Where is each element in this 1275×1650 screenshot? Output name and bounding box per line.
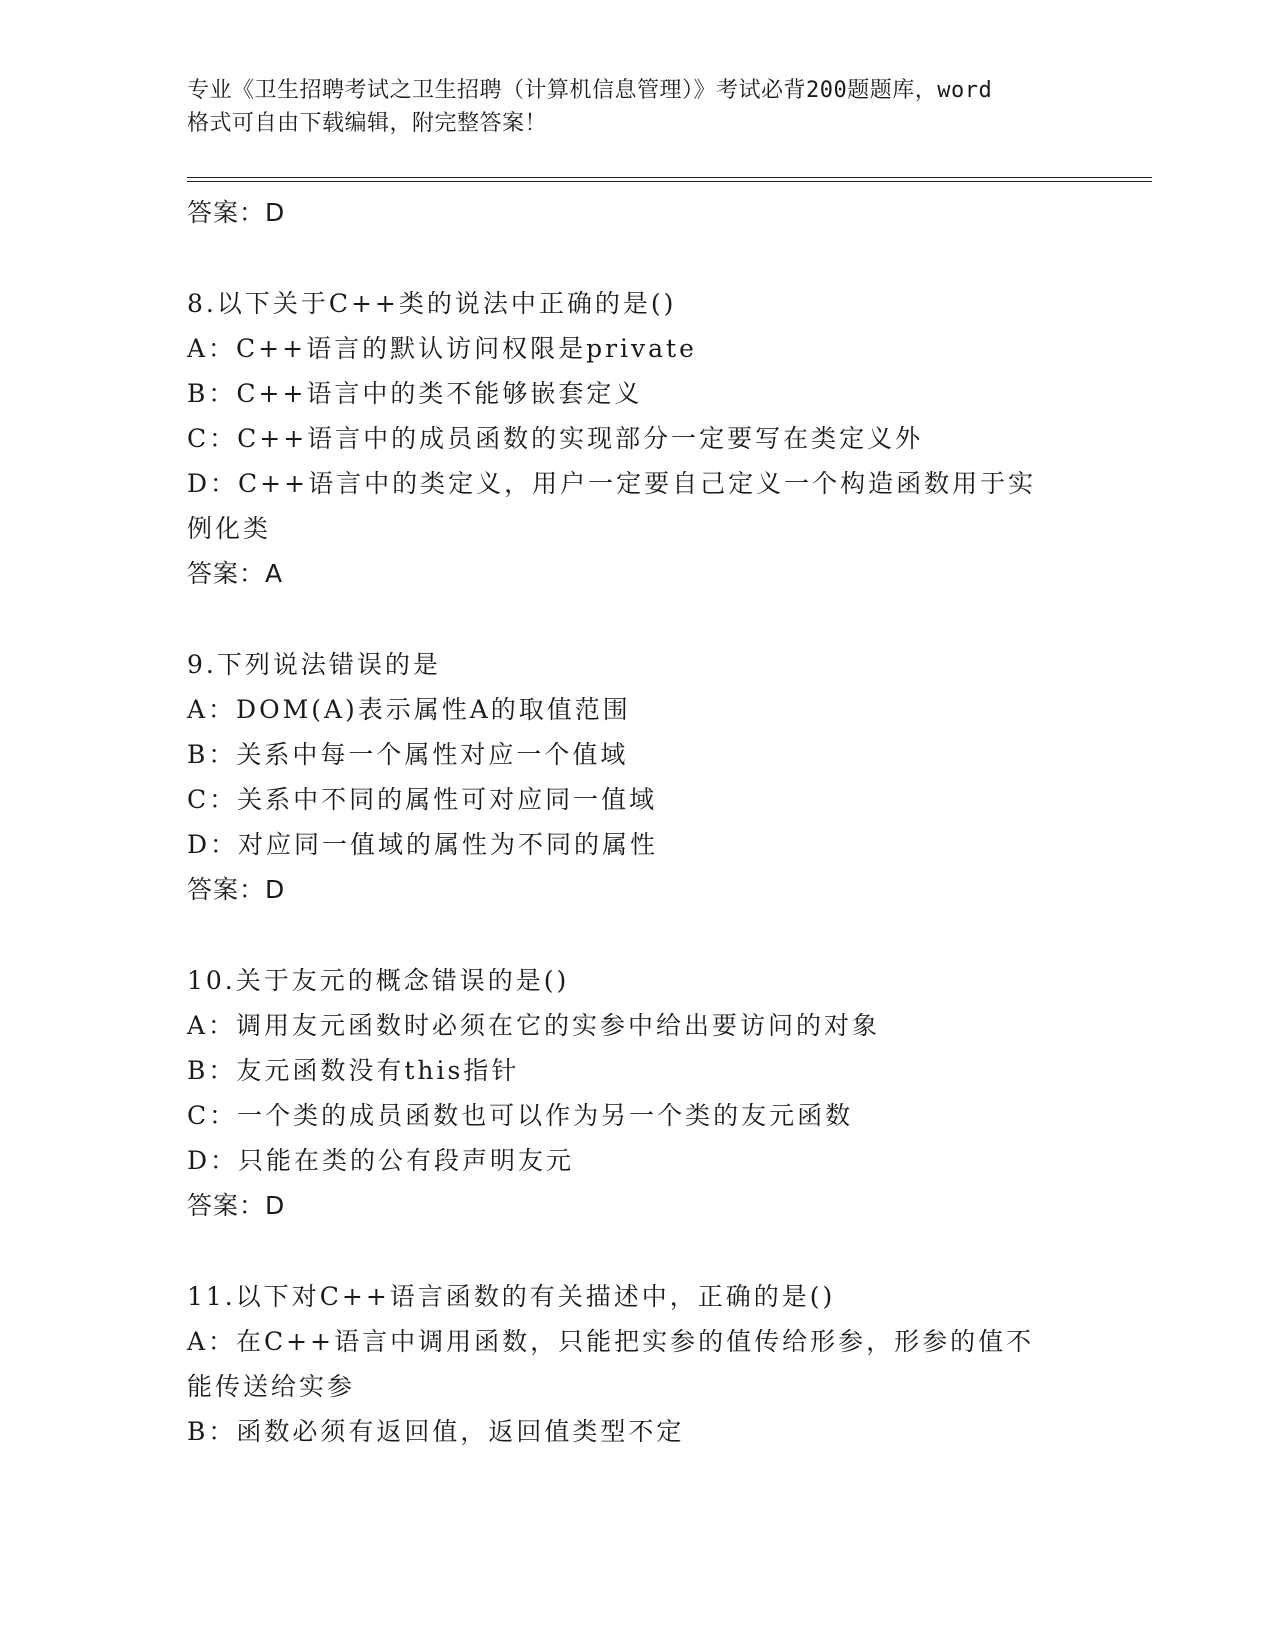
question-block-11: [187, 1274, 1087, 1454]
question-text: 10.关于友元的概念错误的是(): [187, 966, 570, 995]
spacer: [187, 1228, 1087, 1274]
option-b: B：C++语言中的类不能够嵌套定义: [187, 379, 643, 408]
spacer: [187, 912, 1087, 958]
option-c: C：C++语言中的成员函数的实现部分一定要写在类定义外: [187, 424, 924, 453]
option-c: C：关系中不同的属性可对应同一值域: [187, 785, 658, 814]
answer-line: 答案：D: [187, 1191, 286, 1220]
spacer: [187, 596, 1087, 642]
question-block-8: [187, 281, 1087, 596]
option-d: D：对应同一值域的属性为不同的属性: [187, 830, 659, 859]
question-block-9: [187, 642, 1087, 912]
option-d: D：C++语言中的类定义，用户一定要自己定义一个构造函数用于实例化类: [187, 469, 1037, 543]
spacer: [187, 235, 1087, 281]
answer-line: 答案：D: [187, 198, 286, 227]
answer-line: 答案：D: [187, 875, 286, 904]
document-header: [187, 74, 1087, 140]
question-block-10: [187, 958, 1087, 1228]
option-a: A：DOM(A)表示属性A的取值范围: [187, 695, 631, 724]
question-text: 9.下列说法错误的是: [187, 650, 441, 679]
header-line-2: 格式可自由下载编辑，附完整答案！: [187, 111, 548, 136]
option-a: A：在C++语言中调用函数，只能把实参的值传给形参，形参的值不能传送给实参: [187, 1327, 1035, 1401]
option-b: B：函数必须有返回值，返回值类型不定: [187, 1417, 685, 1446]
header-divider-top: [187, 177, 1152, 178]
header-divider-bottom: [187, 181, 1152, 182]
option-b: B：关系中每一个属性对应一个值域: [187, 740, 629, 769]
option-b: B：友元函数没有this指针: [187, 1056, 520, 1085]
header-line-1: 专业《卫生招聘考试之卫生招聘（计算机信息管理）》考试必背200题题库，word: [187, 78, 993, 103]
option-a: A：C++语言的默认访问权限是private: [187, 334, 697, 363]
option-d: D：只能在类的公有段声明友元: [187, 1146, 575, 1175]
option-c: C：一个类的成员函数也可以作为另一个类的友元函数: [187, 1101, 854, 1130]
option-a: A：调用友元函数时必须在它的实参中给出要访问的对象: [187, 1011, 881, 1040]
question-text: 11.以下对C++语言函数的有关描述中，正确的是(): [187, 1282, 836, 1311]
question-text: 8.以下关于C++类的说法中正确的是(): [187, 289, 677, 318]
answer-line: 答案：A: [187, 559, 284, 588]
question-list: [187, 190, 1087, 1454]
